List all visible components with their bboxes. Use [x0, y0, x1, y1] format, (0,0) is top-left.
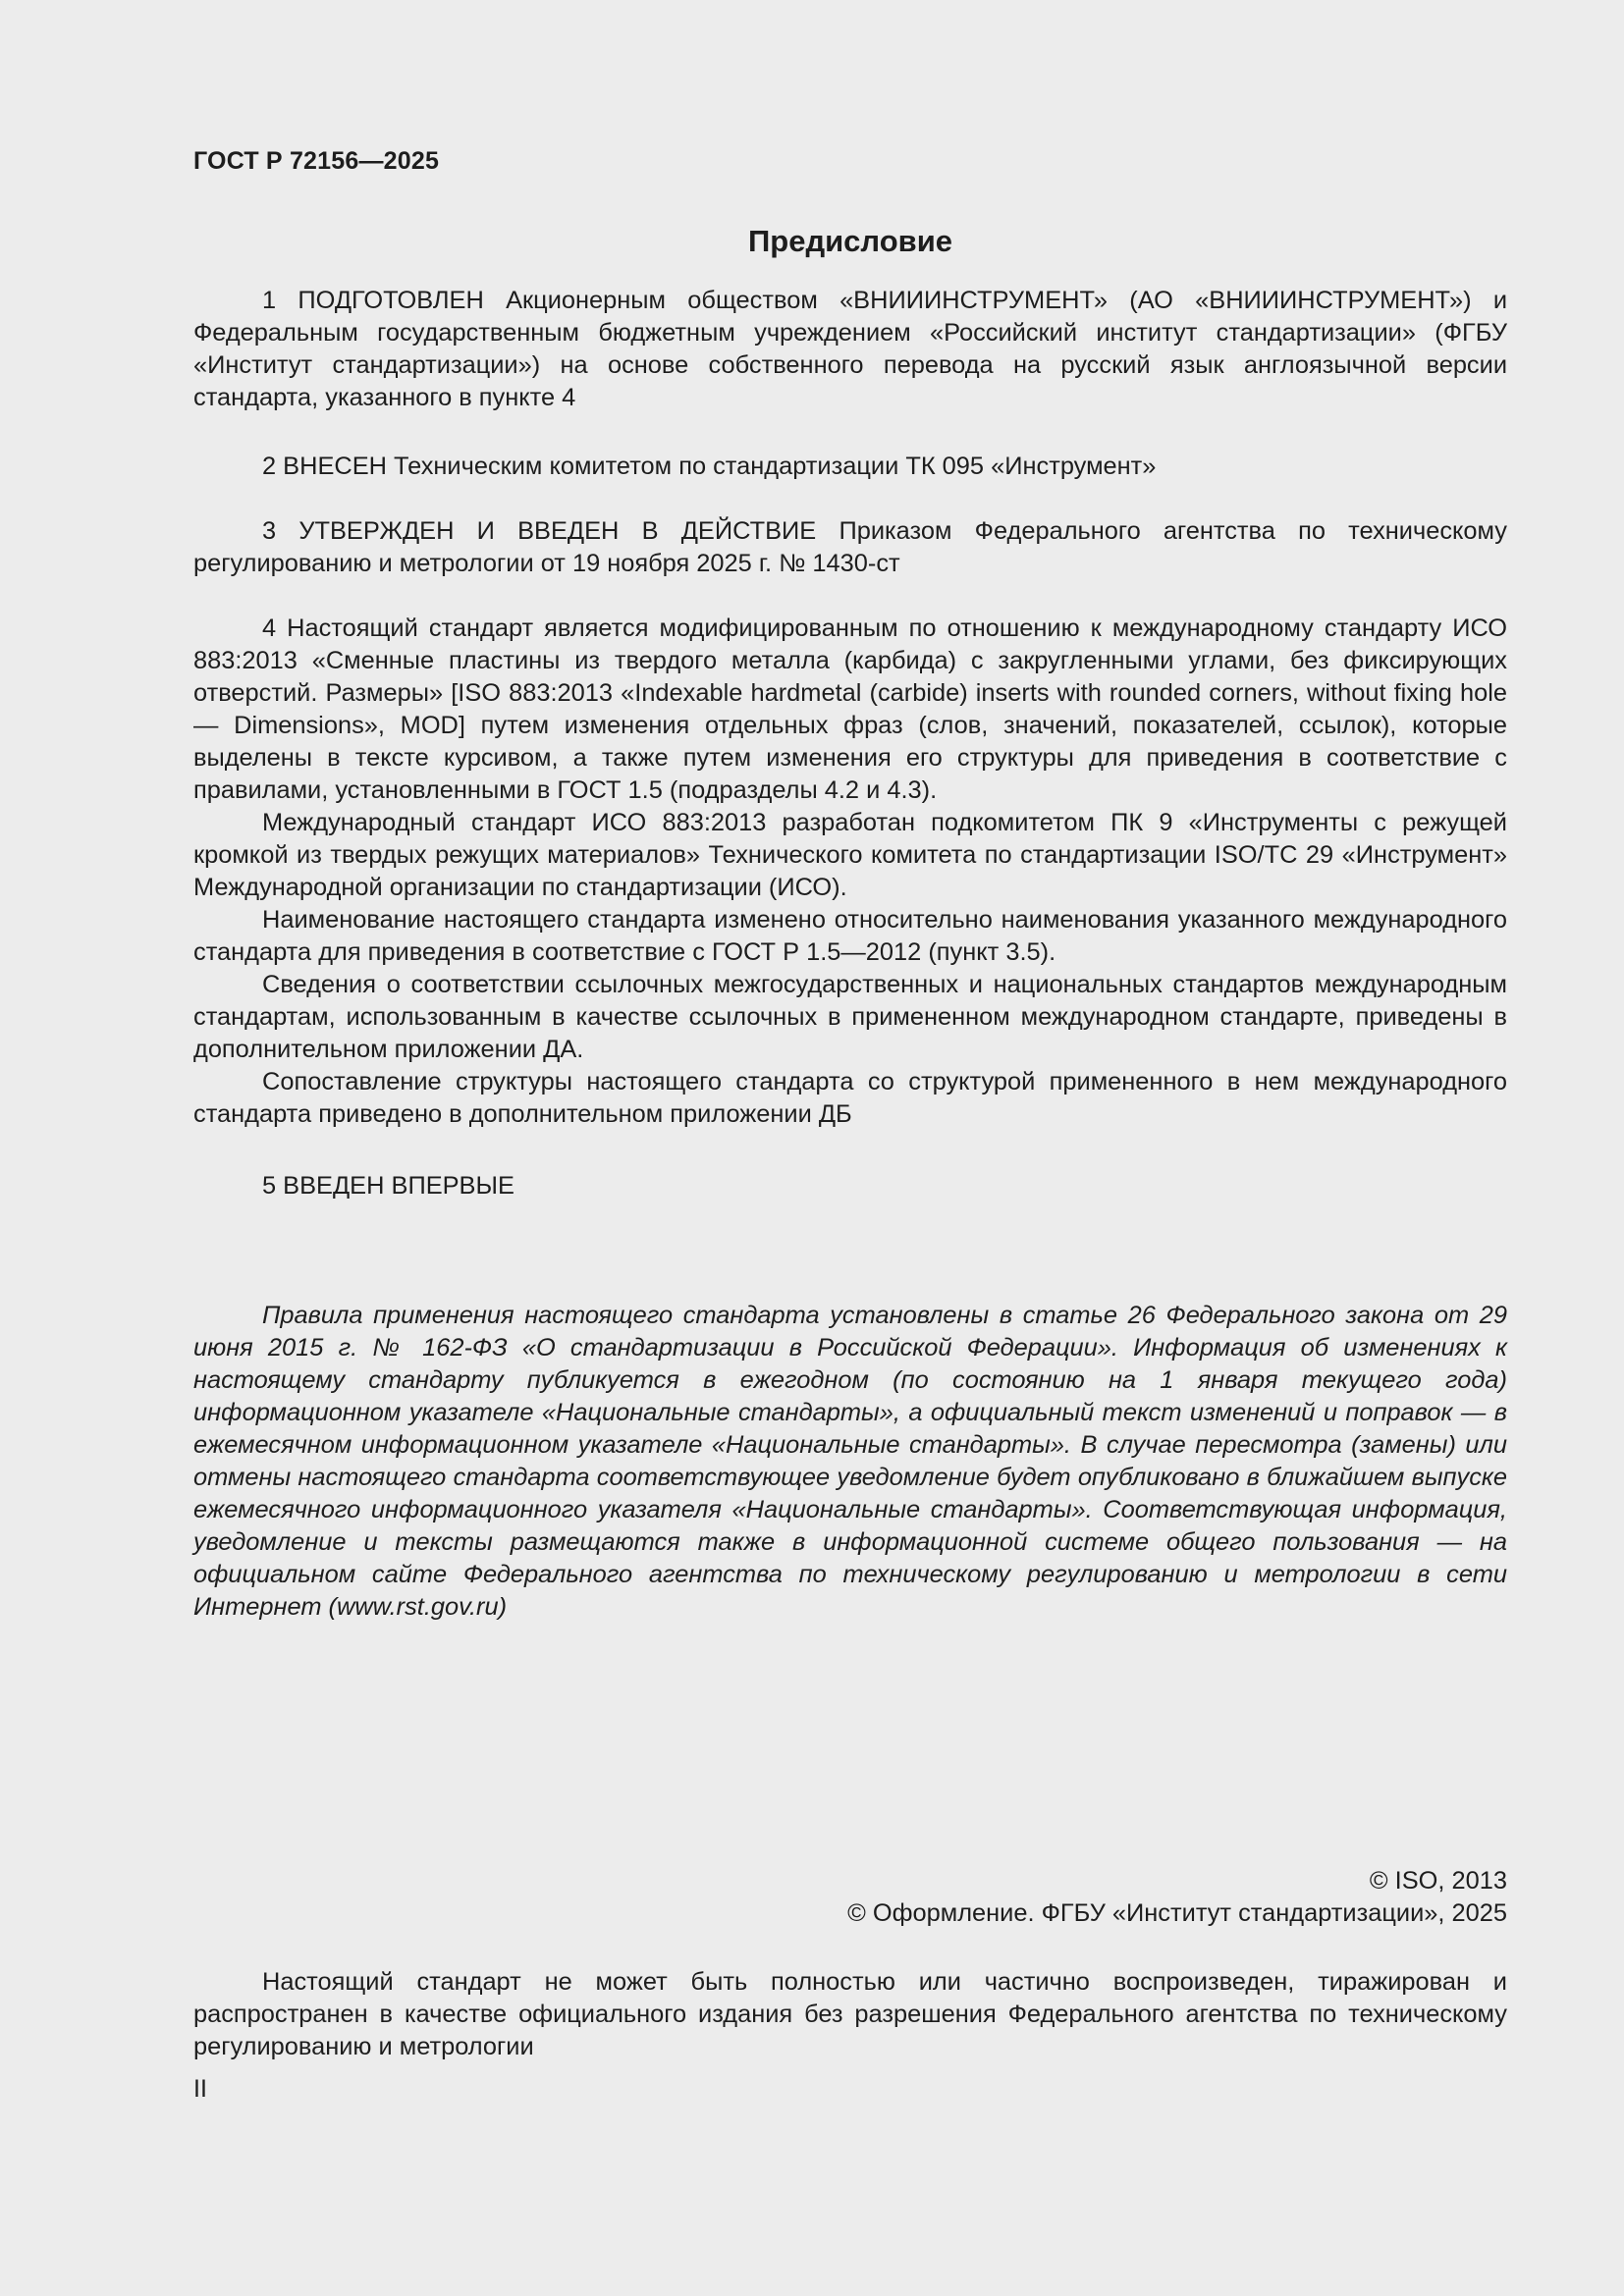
item-4-paragraph-b: Международный стандарт ИСО 883:2013 разработан подкомитетом ПК 9 «Инструменты с режущей кромкой из твердых режущих материалов» Технического комитета по стандартизации ISO/TC 29 «Инструмент» Международной организации по стандартизации (ИСО).	[193, 809, 1507, 901]
page-title: Предисловие	[747, 224, 952, 258]
copyright-block	[193, 1865, 1507, 1930]
reproduction-notice-text: Настоящий стандарт не может быть полностью или частично воспроизведен, тиражирован и распространен в качестве официального издания без разрешения Федерального агентства по техническому регулированию и метрологии	[193, 1968, 1507, 2060]
document-code: ГОСТ Р 72156—2025	[193, 147, 440, 175]
item-1	[193, 285, 1507, 414]
rules-notice-text: Правила применения настоящего стандарта установлены в статье 26 Федерального закона от 29 июня 2015 г. № 162-ФЗ «О стандартизации в Российской Федерации». Информация об изменениях к настоящему стандарту публикуется в ежегодном (по состоянию на 1 января текущего года) информационном указателе «Национальные стандарты», а официальный текст изменений и поправок — в ежемесячном информационном указателе «Национальные стандарты». В случае пересмотра (замены) или отмены настоящего стандарта соответствующее уведомление будет опубликовано в ближайшем выпуске ежемесячного информационного указателя «Национальные стандарты». Соответствующая информация, уведомление и тексты размещаются также в информационной системе общего пользования — на официальном сайте Федерального агентства по техническому регулированию и метрологии в сети Интернет (www.rst.gov.ru)	[193, 1302, 1507, 1621]
item-4	[193, 613, 1507, 1131]
item-5-text: 5 ВВЕДЕН ВПЕРВЫЕ	[262, 1172, 514, 1200]
item-4-text: 4 Настоящий стандарт является модифицированным по отношению к международному стандарту ИСО 883:2013 «Сменные пластины из твердого металла (карбида) с закругленными углами, без фиксирующих отверстий. Размеры» [ISO 883:2013 «Indexable hardmetal (carbide) inserts with rounded corners, without fixing hole — Dimensions», MOD] путем изменения отдельных фраз (слов, значений, показателей, ссылок), которые выделены в тексте курсивом, а также путем изменения его структуры для приведения в соответствие с правилами, установленными в ГОСТ 1.5 (подразделы 4.2 и 4.3).	[193, 614, 1507, 804]
rules-notice	[193, 1300, 1507, 1624]
item-4-paragraph-d: Сведения о соответствии ссылочных межгосударственных и национальных стандартов международным стандартам, использованным в качестве ссылочных в примененном международном стандарте, приведены в дополнительном приложении ДА.	[193, 971, 1507, 1063]
item-2-text: 2 ВНЕСЕН Техническим комитетом по стандартизации ТК 095 «Инструмент»	[262, 453, 1157, 480]
item-5	[193, 1170, 1507, 1202]
item-3	[193, 515, 1507, 580]
item-4-paragraph-e: Сопоставление структуры настоящего стандарта со структурой примененного в нем международного стандарта приведено в дополнительном приложении ДБ	[193, 1068, 1507, 1128]
page-number: II	[193, 2075, 207, 2103]
item-1-text: 1 ПОДГОТОВЛЕН Акционерным обществом «ВНИИИНСТРУМЕНТ» (АО «ВНИИИНСТРУМЕНТ») и Федеральным государственным бюджетным учреждением «Российский институт стандартизации» (ФГБУ «Институт стандартизации») на основе собственного перевода на русский язык англоязычной версии стандарта, указанного в пункте 4	[193, 287, 1507, 411]
item-4-paragraph-c: Наименование настоящего стандарта изменено относительно наименования указанного международного стандарта для приведения в соответствие с ГОСТ Р 1.5—2012 (пункт 3.5).	[193, 906, 1507, 966]
item-3-text: 3 УТВЕРЖДЕН И ВВЕДЕН В ДЕЙСТВИЕ Приказом Федерального агентства по техническому регулированию и метрологии от 19 ноября 2025 г. № 1430-ст	[193, 517, 1507, 577]
copyright-iso: © ISO, 2013	[1369, 1867, 1507, 1895]
item-2	[193, 451, 1507, 483]
reproduction-notice	[193, 1966, 1507, 2063]
copyright-design: © Оформление. ФГБУ «Институт стандартизации», 2025	[847, 1899, 1507, 1927]
